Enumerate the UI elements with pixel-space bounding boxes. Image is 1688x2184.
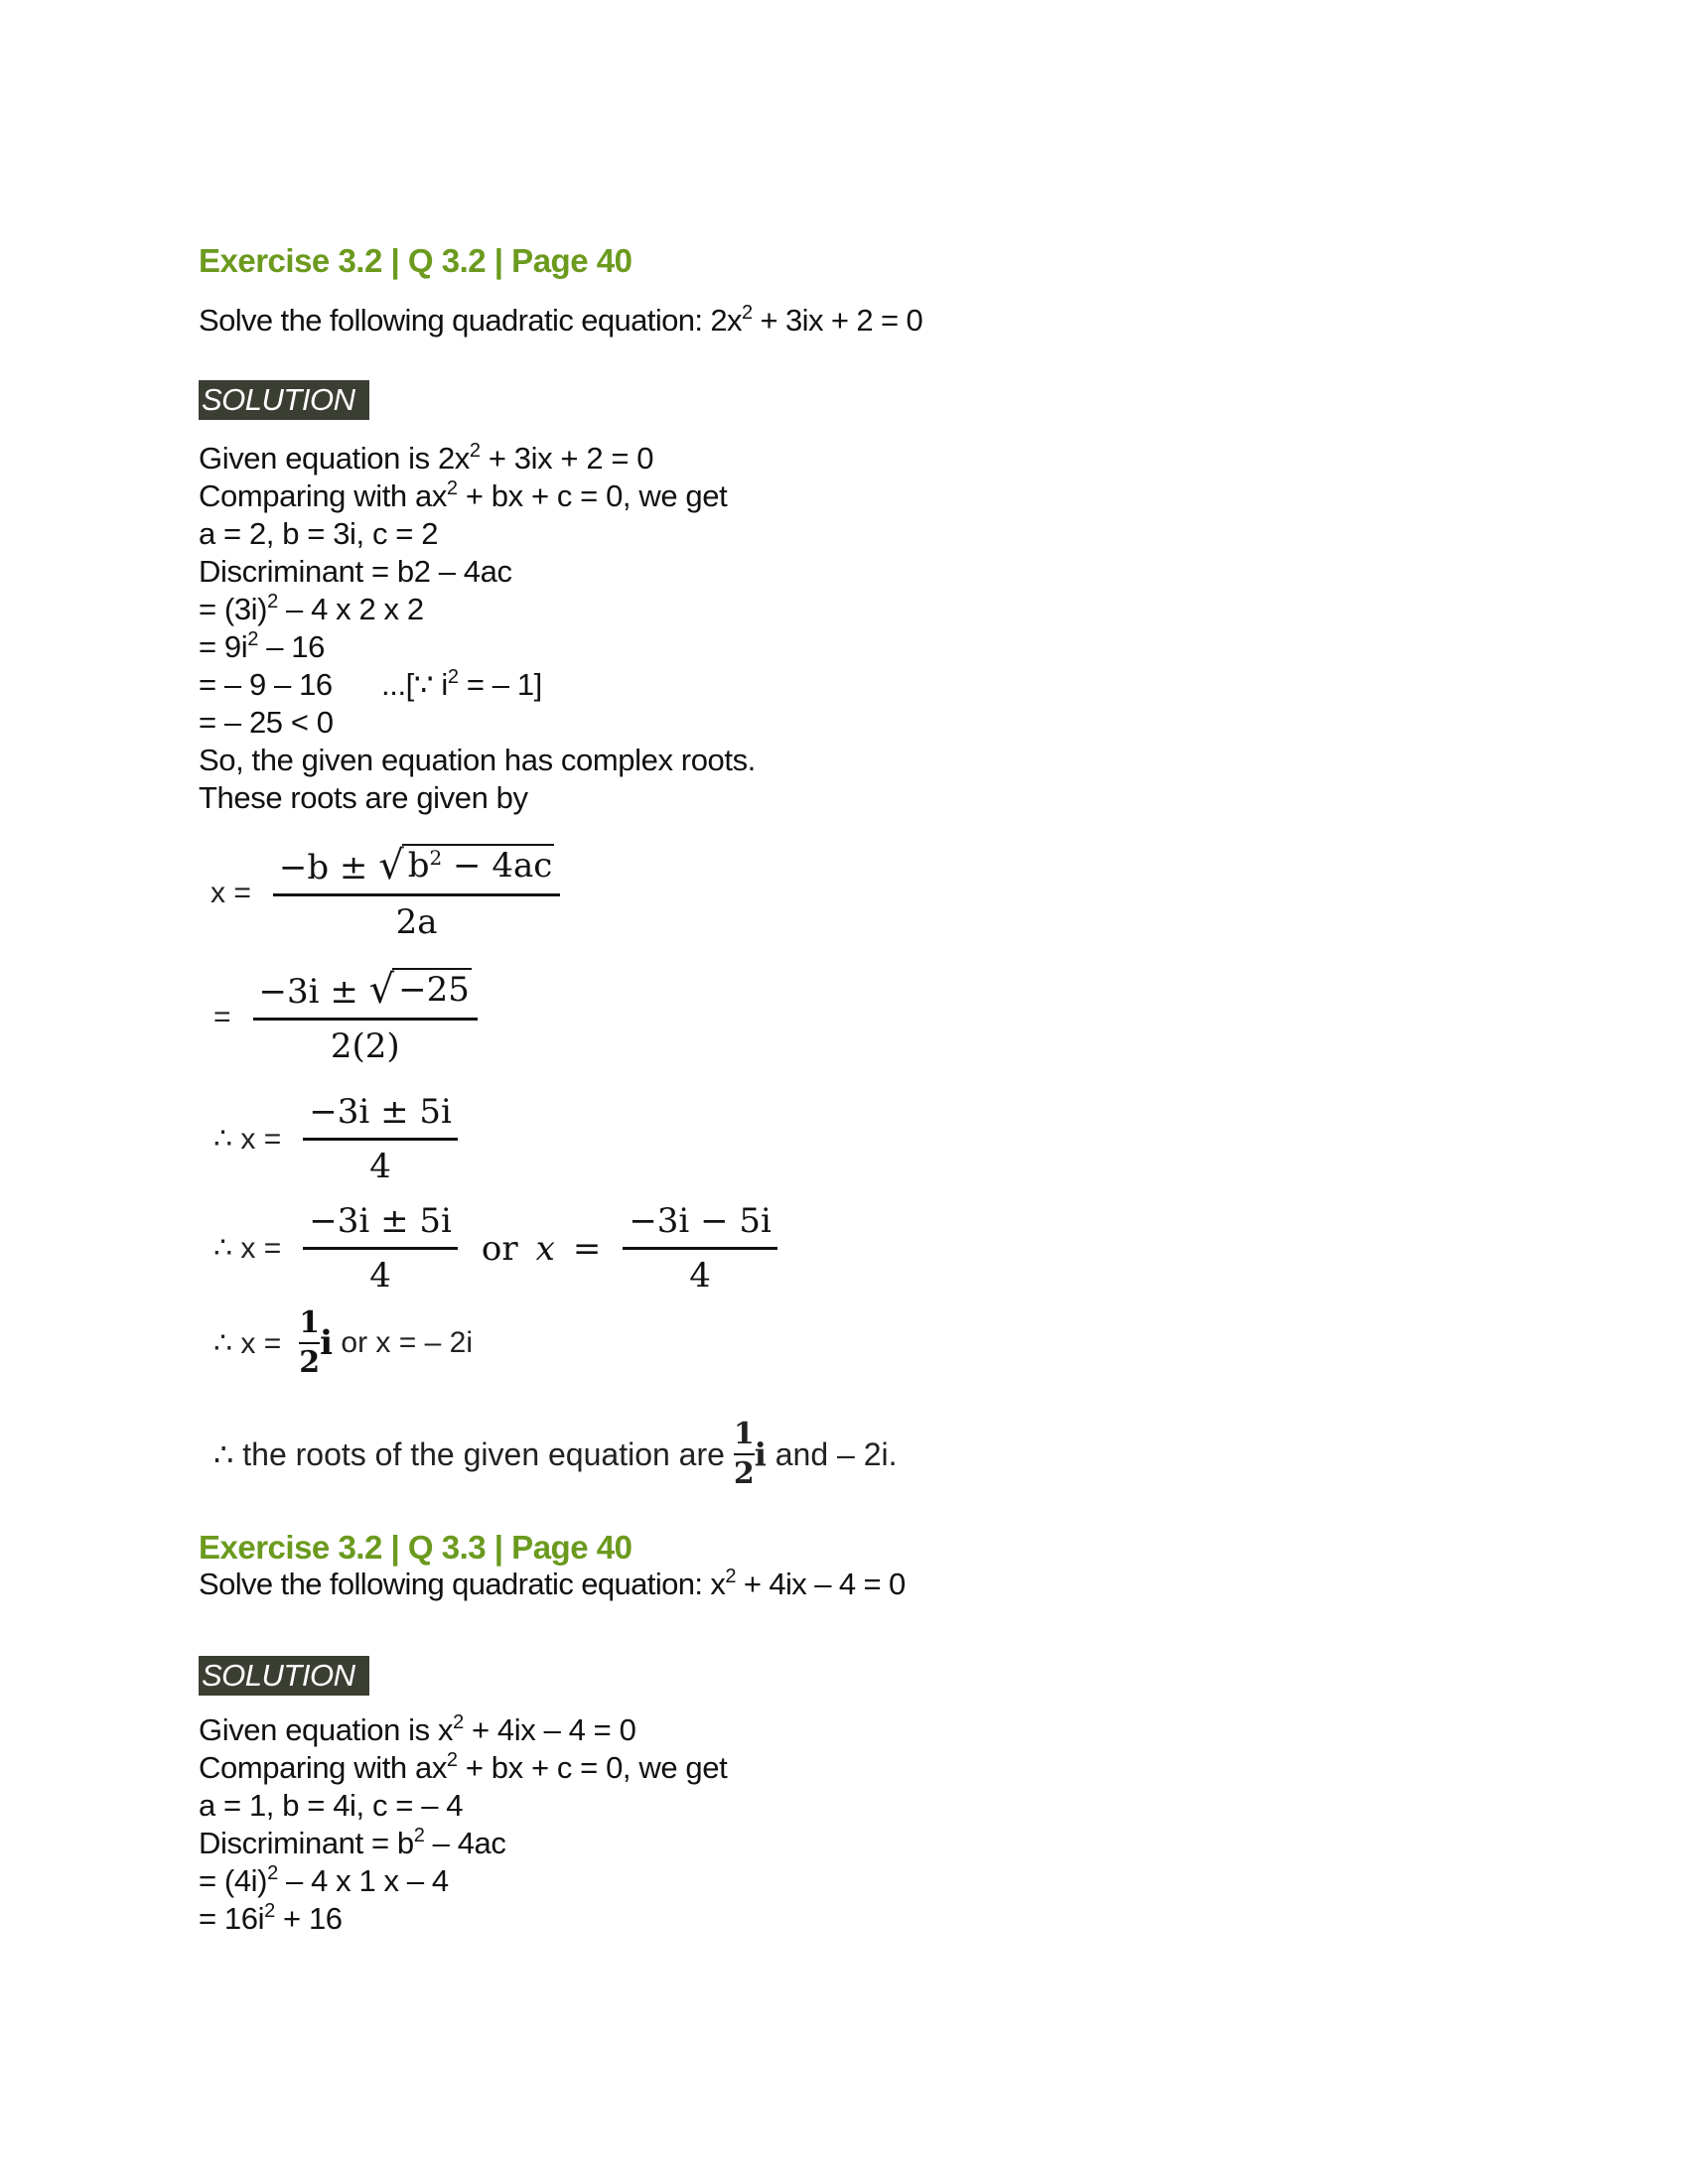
formula-substitution (213, 968, 482, 1066)
formula-rest: or x = – 2i (333, 1326, 473, 1359)
formula-simplified (213, 1092, 462, 1186)
numerator: −3i ± √ −25 (258, 967, 470, 1013)
solution-line: a = 2, b = 3i, c = 2 (199, 516, 439, 551)
formula-lhs: = (213, 1000, 231, 1033)
fraction-one-half: $\frac{1}{2}$ (299, 1305, 321, 1380)
denominator: 4 (303, 1138, 458, 1186)
conclusion-text: ∴ the roots of the given equation are (213, 1436, 734, 1472)
fraction (303, 1201, 458, 1296)
prompt-text: Solve the following quadratic equation: 2x (199, 303, 742, 338)
fraction-one-half: $\frac{1}{2}$ (733, 1417, 755, 1491)
denominator: 4 (303, 1247, 458, 1296)
imaginary-unit: i (754, 1435, 767, 1473)
formula-lhs: ∴ x = (213, 1326, 282, 1360)
denominator: 4 (623, 1247, 777, 1296)
question-prompt (199, 1567, 906, 1602)
solution-line: = – 9 – 16 ...[∵ $i^2$ = – 1] (199, 666, 542, 702)
denominator: 2a (273, 893, 560, 942)
variable: x (535, 1228, 555, 1269)
solution-line: Comparing with $ax^2$ + bx + c = 0, we get (199, 1749, 728, 1785)
solution-line: = $9i^2 - 16$ (199, 628, 325, 664)
solution-line: = – 25 < 0 (199, 705, 334, 740)
formula-roots (213, 1305, 473, 1380)
fraction (253, 968, 478, 1066)
numerator: −b ± √ $b^2 - 4ac$ (278, 843, 553, 888)
solution-line: a = 1, b = 4i, c = – 4 (199, 1788, 464, 1823)
solution-badge: SOLUTION (199, 380, 369, 420)
solution-line: So, the given equation has complex roots. (199, 743, 756, 777)
question-header: Exercise 3.2 | Q 3.2 | Page 40 (199, 242, 633, 279)
solution-line: Discriminant = b2 – 4ac (199, 554, 512, 589)
question-header: Exercise 3.2 | Q 3.3 | Page 40 (199, 1529, 633, 1566)
prompt-sup: 2 (741, 302, 753, 324)
conclusion (213, 1417, 898, 1491)
question-prompt (199, 303, 922, 339)
formula-lhs: ∴ x = (213, 1232, 282, 1265)
prompt-text: + 4ix – 4 = 0 (735, 1567, 906, 1601)
solution-steps (199, 440, 756, 817)
solution-line: = $(3i)^2 - 4$ x 2 x 2 (199, 591, 424, 626)
or-word: or (481, 1228, 518, 1269)
formula-lhs: x = (211, 876, 251, 909)
conclusion-text: and – 2i. (766, 1435, 898, 1472)
imaginary-unit: i (320, 1323, 334, 1363)
solution-line: = $16i^2 + 16$ (199, 1900, 343, 1936)
fraction (273, 844, 560, 942)
numerator: −3i ± 5i (309, 1092, 452, 1132)
prompt-sup: 2 (725, 1566, 736, 1587)
prompt-text: Solve the following quadratic equation: x (199, 1567, 726, 1601)
sqrt-symbol-icon: √ −25 (368, 967, 470, 1013)
solution-line: = $(4i)^2 - 4$ x 1 x – 4 (199, 1862, 449, 1898)
solution-line: Discriminant = $b^2 - 4ac$ (199, 1825, 506, 1860)
numerator: −3i − 5i (629, 1201, 772, 1241)
fraction (303, 1092, 458, 1186)
numerator: −3i ± 5i (309, 1201, 452, 1241)
solution-line: Given equation is $2x^2 + 3ix + 2 = 0$ (199, 440, 654, 476)
solution-line: These roots are given by (199, 780, 528, 815)
quadratic-formula (211, 844, 564, 942)
solution-line: Comparing with $ax^2$ + bx + c = 0, we get (199, 478, 728, 513)
equals-sign: = (572, 1228, 602, 1269)
denominator: 2(2) (253, 1018, 478, 1066)
sqrt-symbol-icon: √ $b^2 - 4ac$ (378, 843, 553, 888)
solution-badge: SOLUTION (199, 1656, 369, 1696)
fraction (623, 1201, 777, 1296)
formula-lhs: ∴ x = (213, 1123, 282, 1156)
formula-split-roots (213, 1201, 781, 1296)
prompt-text: + 3ix + 2 = 0 (752, 303, 923, 338)
solution-steps (199, 1711, 727, 1938)
solution-line: Given equation is $x^2 + 4ix - 4 = 0$ (199, 1711, 636, 1747)
